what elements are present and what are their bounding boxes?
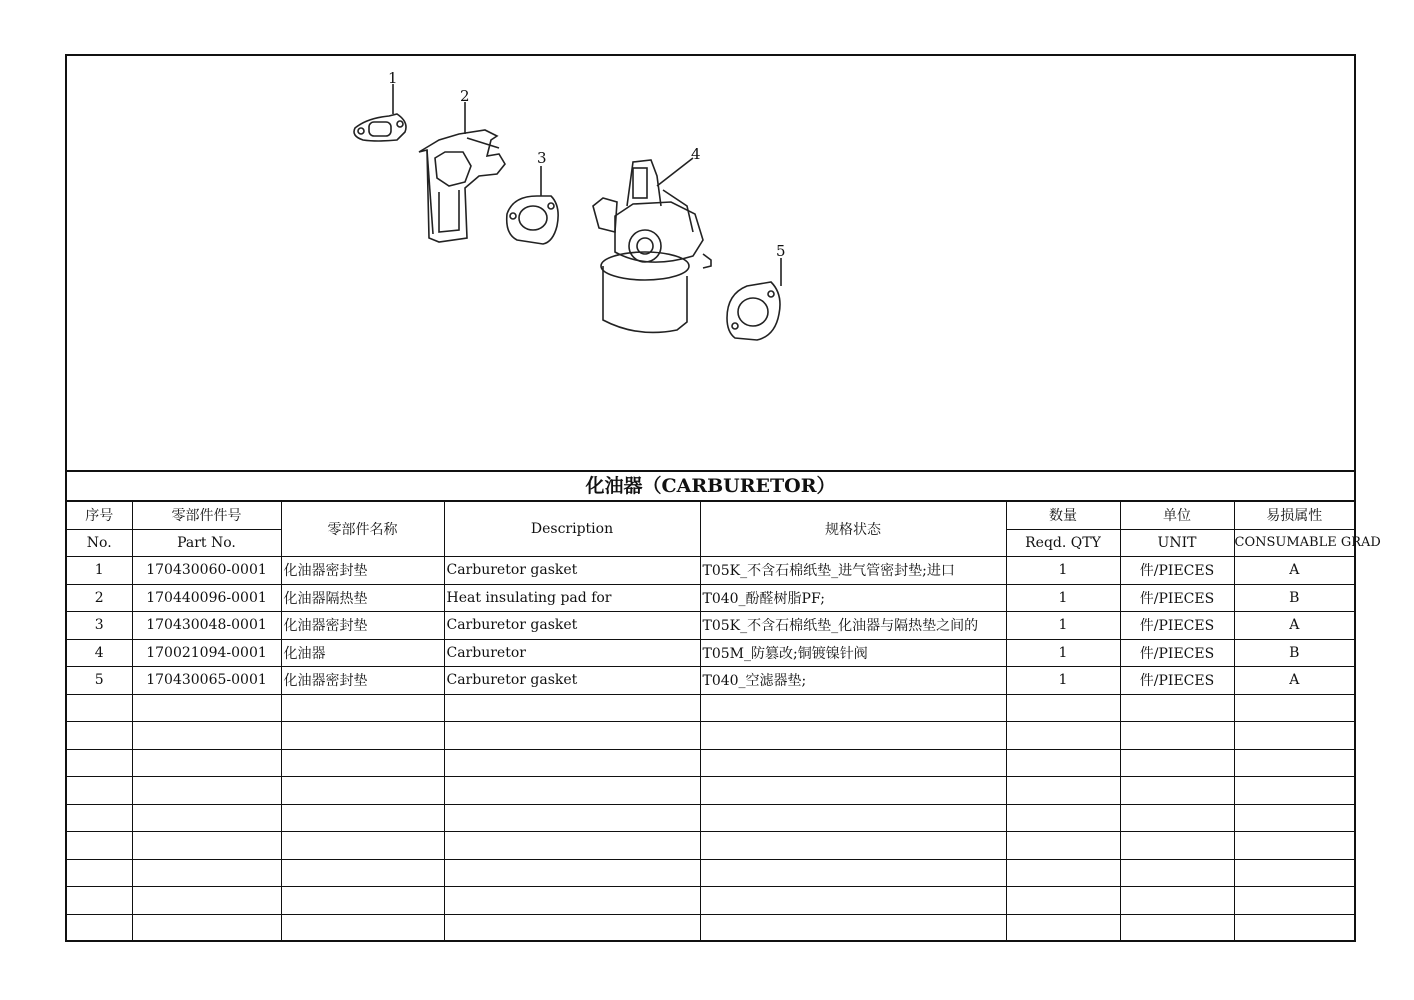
row-description: Carburetor xyxy=(444,639,700,667)
row-spec: T05K_不含石棉纸垫_进气管密封垫;进口 xyxy=(700,557,1006,585)
header-part-en: Part No. xyxy=(132,529,281,557)
row-part-no: 170430065-0001 xyxy=(132,667,281,695)
row-no: 1 xyxy=(67,557,132,585)
empty-row xyxy=(67,777,1354,805)
row-no: 4 xyxy=(67,639,132,667)
exploded-view-drawing xyxy=(67,56,1354,470)
row-grade: A xyxy=(1234,667,1354,695)
header-description: Description xyxy=(444,502,700,557)
header-qty-en: Reqd. QTY xyxy=(1006,529,1120,557)
row-description: Carburetor gasket xyxy=(444,612,700,640)
row-grade: A xyxy=(1234,557,1354,585)
empty-row xyxy=(67,832,1354,860)
table-row xyxy=(67,557,1354,585)
row-description: Heat insulating pad for xyxy=(444,584,700,612)
row-part-no: 170430048-0001 xyxy=(132,612,281,640)
row-qty: 1 xyxy=(1006,584,1120,612)
row-name: 化油器密封垫 xyxy=(281,557,444,585)
row-no: 5 xyxy=(67,667,132,695)
table-title: 化油器（CARBURETOR） xyxy=(67,470,1354,502)
table-row xyxy=(67,584,1354,612)
row-name: 化油器隔热垫 xyxy=(281,584,444,612)
row-unit: 件/PIECES xyxy=(1120,584,1234,612)
header-name-cn: 零部件名称 xyxy=(281,502,444,557)
empty-row xyxy=(67,914,1354,942)
part-3-gasket-illustration xyxy=(507,196,558,244)
callout-5: 5 xyxy=(776,242,786,260)
part-5-gasket-illustration xyxy=(727,282,780,340)
empty-row xyxy=(67,887,1354,915)
parts-sheet-frame xyxy=(65,54,1381,942)
row-qty: 1 xyxy=(1006,639,1120,667)
row-grade: A xyxy=(1234,612,1354,640)
header-qty-cn: 数量 xyxy=(1006,502,1120,529)
row-description: Carburetor gasket xyxy=(444,667,700,695)
header-no-en: No. xyxy=(67,529,132,557)
row-qty: 1 xyxy=(1006,612,1120,640)
row-grade: B xyxy=(1234,584,1354,612)
row-no: 2 xyxy=(67,584,132,612)
row-no: 3 xyxy=(67,612,132,640)
row-description: Carburetor gasket xyxy=(444,557,700,585)
part-2-insulator-illustration xyxy=(419,130,505,242)
row-unit: 件/PIECES xyxy=(1120,557,1234,585)
row-part-no: 170430060-0001 xyxy=(132,557,281,585)
header-part-cn: 零部件件号 xyxy=(132,502,281,529)
row-qty: 1 xyxy=(1006,667,1120,695)
row-name: 化油器 xyxy=(281,639,444,667)
empty-row xyxy=(67,804,1354,832)
row-name: 化油器密封垫 xyxy=(281,667,444,695)
part-4-carburetor-illustration xyxy=(593,160,711,332)
header-unit-cn: 单位 xyxy=(1120,502,1234,529)
header-row-cn xyxy=(67,502,1354,529)
header-unit-en: UNIT xyxy=(1120,529,1234,557)
row-spec: T040_空滤器垫; xyxy=(700,667,1006,695)
table-row xyxy=(67,639,1354,667)
row-grade: B xyxy=(1234,639,1354,667)
row-spec: T05M_防篡改;铜镀镍针阀 xyxy=(700,639,1006,667)
header-no-cn: 序号 xyxy=(67,502,132,529)
header-spec: 规格状态 xyxy=(700,502,1006,557)
row-unit: 件/PIECES xyxy=(1120,667,1234,695)
row-part-no: 170440096-0001 xyxy=(132,584,281,612)
row-unit: 件/PIECES xyxy=(1120,639,1234,667)
row-unit: 件/PIECES xyxy=(1120,612,1234,640)
table-row xyxy=(67,667,1354,695)
part-1-gasket-illustration xyxy=(354,114,406,141)
callout-2: 2 xyxy=(460,87,470,105)
callout-3: 3 xyxy=(537,149,547,167)
header-grade-en: CONSUMABLE GRAD xyxy=(1234,529,1354,557)
empty-row xyxy=(67,859,1354,887)
row-part-no: 170021094-0001 xyxy=(132,639,281,667)
row-name: 化油器密封垫 xyxy=(281,612,444,640)
empty-row xyxy=(67,694,1354,722)
row-spec: T040_酚醛树脂PF; xyxy=(700,584,1006,612)
row-qty: 1 xyxy=(1006,557,1120,585)
callout-4: 4 xyxy=(691,145,701,163)
callout-1: 1 xyxy=(388,69,398,87)
row-spec: T05K_不含石棉纸垫_化油器与隔热垫之间的 xyxy=(700,612,1006,640)
parts-table xyxy=(67,502,1381,942)
header-grade-cn: 易损属性 xyxy=(1234,502,1354,529)
empty-row xyxy=(67,749,1354,777)
table-row xyxy=(67,612,1354,640)
empty-row xyxy=(67,722,1354,750)
